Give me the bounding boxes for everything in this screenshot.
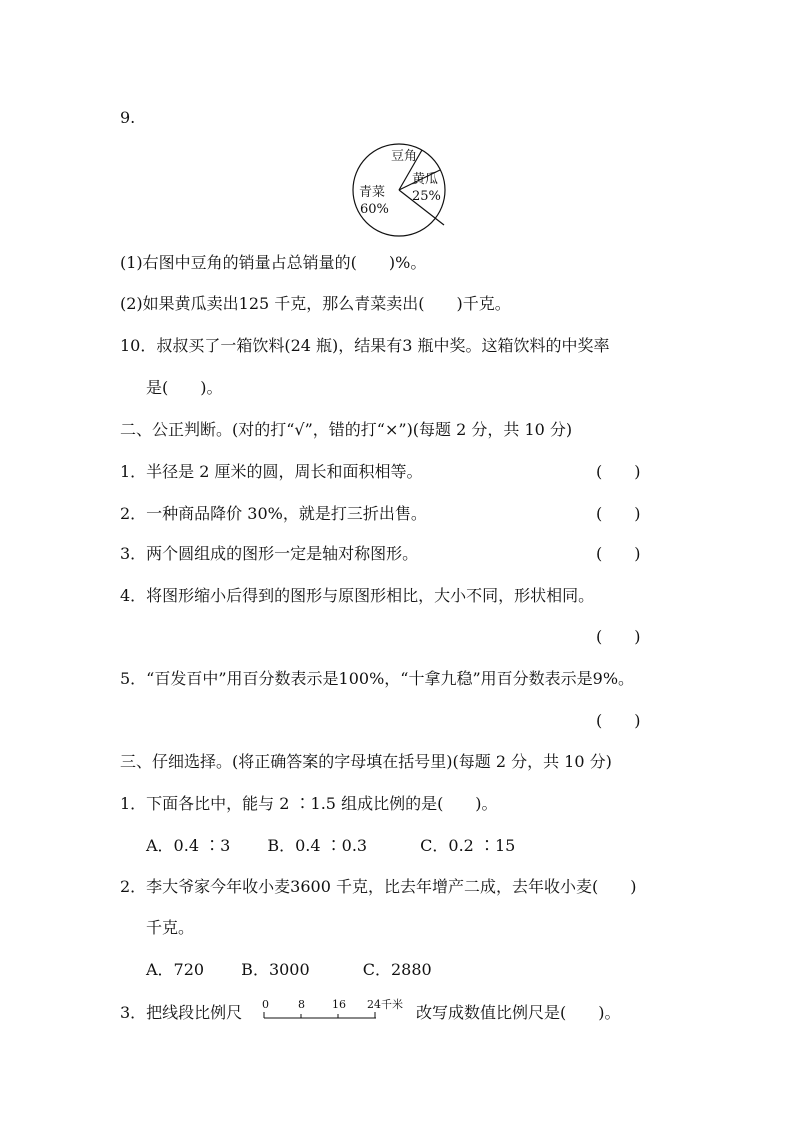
pie-label-huangGua: 黄瓜 <box>412 172 439 187</box>
section-2-heading: 二、公正判断。(对的打“√”，错的打“×”)(每题 2 分，共 10 分) <box>120 420 573 439</box>
judge-5: 5．“百发百中”用百分数表示是100%，“十拿九稳”用百分数表示是9%。 <box>120 669 635 688</box>
pie-chart <box>350 141 448 239</box>
scale-label-16: 16 <box>332 998 346 1011</box>
choice-1-options: A．0.4 ∶3 B．0.4 ∶0.3 C．0.2 ∶15 <box>146 836 516 855</box>
pie-pct-qingCai: 60% <box>360 202 389 217</box>
choice-2-options: A．720 B．3000 C．2880 <box>146 960 432 979</box>
question-10-line1: 10．叔叔买了一箱饮料(24 瓶)，结果有3 瓶中奖。这箱饮料的中奖率 <box>120 336 610 355</box>
judge-1: 1．半径是 2 厘米的圆，周长和面积相等。 <box>120 462 423 481</box>
question-9-2: (2)如果黄瓜卖出125 千克，那么青菜卖出( )千克。 <box>120 294 511 313</box>
choice-1: 1．下面各比中，能与 2 ∶1.5 组成比例的是( )。 <box>120 794 498 813</box>
question-9-number: 9. <box>120 108 136 127</box>
pie-label-douJiao: 豆角 <box>391 149 418 164</box>
scale-label-0: 0 <box>262 998 269 1011</box>
pie-label-qingCai: 青菜 <box>359 185 386 200</box>
judge-4: 4．将图形缩小后得到的图形与原图形相比，大小不同，形状相同。 <box>120 586 595 605</box>
section-3-heading: 三、仔细选择。(将正确答案的字母填在括号里)(每题 2 分，共 10 分) <box>120 752 612 771</box>
choice-2-line2: 千克。 <box>146 918 195 937</box>
scale-label-24: 24 <box>367 998 381 1011</box>
judge-1-answer-box: ( ) <box>596 462 641 481</box>
choice-3-prefix: 3．把线段比例尺 <box>120 1003 243 1022</box>
judge-3: 3．两个圆组成的图形一定是轴对称图形。 <box>120 544 419 563</box>
choice-2-line1: 2．李大爷家今年收小麦3600 千克，比去年增产二成，去年收小麦( ) <box>120 877 637 896</box>
choice-3-suffix: 改写成数值比例尺是( )。 <box>416 1003 621 1022</box>
question-10-line2: 是( )。 <box>146 378 223 397</box>
judge-4-answer-box: ( ) <box>596 627 641 646</box>
line-scale-bar <box>262 996 422 1022</box>
scale-unit: 千米 <box>381 998 403 1011</box>
scale-label-8: 8 <box>298 998 305 1011</box>
judge-2: 2．一种商品降价 30%，就是打三折出售。 <box>120 504 427 523</box>
question-9-1: (1)右图中豆角的销量占总销量的( )%。 <box>120 253 427 272</box>
judge-3-answer-box: ( ) <box>596 544 641 563</box>
judge-2-answer-box: ( ) <box>596 504 641 523</box>
judge-5-answer-box: ( ) <box>596 711 641 730</box>
pie-pct-huangGua: 25% <box>412 189 441 204</box>
